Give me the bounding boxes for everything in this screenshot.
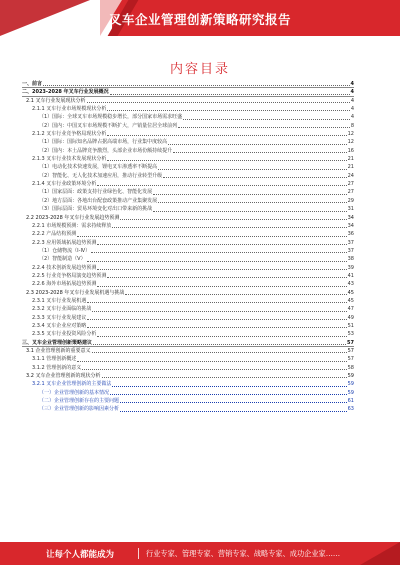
- toc-entry-page: 47: [347, 306, 354, 313]
- toc-entry-page: 57: [347, 356, 354, 363]
- toc-entry[interactable]: [22, 264, 354, 272]
- toc-entry[interactable]: [22, 280, 354, 288]
- toc-entry-page: 12: [347, 131, 354, 138]
- toc-entry-page: 59: [347, 389, 354, 396]
- toc-entry-page: 37: [347, 247, 354, 254]
- toc-entry-page: 51: [347, 322, 354, 329]
- toc-entry[interactable]: [22, 314, 354, 322]
- toc-leader-dots: [125, 294, 346, 295]
- toc-entry[interactable]: [22, 355, 354, 363]
- toc-entry[interactable]: [22, 113, 354, 121]
- table-of-contents: [22, 80, 354, 414]
- toc-entry[interactable]: [22, 188, 354, 196]
- toc-entry[interactable]: [22, 272, 354, 280]
- toc-leader-dots: [107, 110, 349, 111]
- toc-entry-title: 2.3.1 叉车行业发展机遇: [32, 297, 87, 304]
- toc-leader-dots: [178, 127, 350, 128]
- toc-leader-dots: [163, 177, 346, 178]
- toc-entry-title: （1）国际：国际知名品牌占据高端市场，行业集中度较高: [39, 139, 168, 146]
- toc-entry-title: （1）国家层面：政策支持行业绿色化、智能化发展: [39, 189, 153, 196]
- toc-entry[interactable]: [22, 347, 354, 355]
- toc-entry-page: 29: [347, 197, 354, 204]
- toc-entry-page: 53: [347, 331, 354, 338]
- toc-entry[interactable]: [22, 163, 354, 171]
- toc-leader-dots: [97, 244, 346, 245]
- toc-entry-title: 3.1 企业管理创新的重要意义: [26, 348, 91, 354]
- toc-entry-page: 21: [347, 156, 354, 163]
- toc-entry-page: 4: [350, 97, 354, 104]
- toc-entry-title: 2.2.3 应用领域拓展趋势预测: [32, 239, 97, 246]
- toc-entry-title: 2.3.2 叉车行业面临的挑战: [32, 306, 92, 313]
- toc-entry[interactable]: [22, 322, 354, 330]
- toc-entry[interactable]: [22, 255, 354, 263]
- toc-entry[interactable]: [22, 180, 354, 188]
- toc-entry-title: 2.2.1 市场规模预测：需求持续释放: [32, 222, 112, 229]
- toc-entry[interactable]: [22, 88, 354, 96]
- toc-entry-title: 3.1.2 管理创新的意义: [32, 364, 82, 371]
- toc-leader-dots: [97, 185, 346, 186]
- toc-entry-title: 2.2 2023-2028 年叉车行业发展趋势预测: [26, 214, 120, 221]
- toc-leader-dots: [97, 269, 346, 270]
- toc-entry-title: 2.3 2023-2028 年叉车行业发展机遇与挑战: [26, 289, 125, 296]
- toc-entry[interactable]: [22, 389, 354, 397]
- toc-entry-title: 2.3.3 叉车行业发展建议: [32, 314, 87, 321]
- toc-entry-title: 2.1.1 叉车行业市场规模现状分析: [32, 106, 107, 113]
- toc-entry-title: （2）智能制造（Ⅴ）: [39, 256, 86, 263]
- toc-leader-dots: [112, 227, 346, 228]
- toc-entry-page: 4: [350, 89, 354, 96]
- toc-entry[interactable]: [22, 330, 354, 338]
- toc-entry-title: （3）国际层面：贸易环境变化对出口带来新的挑战: [39, 206, 153, 213]
- toc-entry[interactable]: [22, 197, 354, 205]
- toc-entry-title: 2.3.5 叉车行业投资风险分析: [32, 331, 97, 338]
- toc-entry-page: 37: [347, 239, 354, 246]
- toc-entry-title: 2.2.2 产品结构预测: [32, 231, 77, 238]
- toc-entry[interactable]: [22, 138, 354, 146]
- toc-entry-title: （2）智能化、无人化技术加速应用，推动行业转型升级: [39, 172, 163, 179]
- toc-leader-dots: [120, 402, 347, 403]
- toc-entry-title: （2）国内：中国叉车市场规模不断扩大，产销量位居全球前列: [39, 122, 178, 129]
- toc-entry-title: 2.2.4 技术创新发展趋势预测: [32, 264, 97, 271]
- toc-entry-title: 2.2.5 行业竞争格局演变趋势预测: [32, 272, 107, 279]
- toc-entry[interactable]: [22, 289, 354, 297]
- toc-entry-page: 57: [347, 348, 354, 354]
- toc-leader-dots: [102, 377, 347, 378]
- toc-leader-dots: [110, 94, 350, 95]
- toc-entry[interactable]: [22, 372, 354, 380]
- toc-entry-title: （1）国际：全球叉车市场规模稳步增长，部分国家市场需求旺盛: [39, 114, 183, 121]
- toc-entry-title: 三、叉车企业管理创新策略建议: [22, 339, 93, 346]
- toc-entry-page: 12: [347, 139, 354, 146]
- toc-entry-page: 8: [350, 122, 354, 129]
- toc-leader-dots: [43, 85, 350, 86]
- toc-entry[interactable]: [22, 239, 354, 247]
- toc-entry[interactable]: [22, 364, 354, 372]
- toc-entry-title: 2.1.2 叉车行业竞争格局现状分析: [32, 131, 107, 138]
- toc-leader-dots: [110, 394, 347, 395]
- toc-leader-dots: [158, 169, 346, 170]
- toc-leader-dots: [183, 119, 350, 120]
- toc-entry-title: （1）电动化技术快速发展，锂电叉车渗透率不断提高: [39, 164, 158, 171]
- toc-entry[interactable]: [22, 247, 354, 255]
- toc-entry-page: 41: [347, 272, 354, 279]
- toc-entry[interactable]: [22, 97, 354, 105]
- toc-entry-page: 27: [347, 181, 354, 188]
- toc-leader-dots: [82, 369, 346, 370]
- toc-entry[interactable]: [22, 405, 354, 413]
- toc-entry[interactable]: [22, 214, 354, 222]
- toc-entry[interactable]: [22, 205, 354, 213]
- footer-decoration: [360, 542, 400, 565]
- toc-entry-title: （二）企业管理创新存在的主要问题: [39, 398, 120, 405]
- toc-entry[interactable]: [22, 147, 354, 155]
- toc-entry-page: 34: [347, 222, 354, 229]
- toc-leader-dots: [120, 219, 346, 220]
- toc-leader-dots: [107, 135, 346, 136]
- toc-leader-dots: [97, 286, 346, 287]
- page-header: [0, 0, 400, 36]
- toc-leader-dots: [87, 319, 346, 320]
- toc-entry-page: 4: [350, 81, 354, 87]
- toc-entry-title: 二、2023-2028 年叉车行业发展概况: [22, 89, 109, 96]
- toc-leader-dots: [112, 386, 346, 387]
- toc-leader-dots: [92, 352, 347, 353]
- toc-leader-dots: [107, 277, 346, 278]
- page-footer: [0, 542, 400, 565]
- toc-entry-page: 61: [347, 398, 354, 405]
- toc-leader-dots: [87, 261, 347, 262]
- toc-entry-title: 3.1.1 管理创新概述: [32, 356, 77, 363]
- footer-tagline: 行业专家、管理专家、营销专家、战略专家、成功企业家……: [146, 549, 341, 558]
- toc-entry-page: 27: [347, 189, 354, 196]
- toc-entry-title: 3.2.1 叉车企业管理创新的主要做法: [32, 381, 112, 388]
- toc-entry-page: 45: [347, 297, 354, 304]
- toc-entry[interactable]: [22, 130, 354, 138]
- toc-entry-title: （2）国内：本土品牌竞争激烈，头部企业市场份额持续提升: [39, 147, 173, 154]
- toc-entry-title: 一、前言: [22, 81, 43, 87]
- toc-entry[interactable]: [22, 105, 354, 113]
- toc-leader-dots: [153, 211, 346, 212]
- toc-entry-page: 38: [347, 256, 354, 263]
- toc-entry-title: 2.1 叉车行业发展现状分析: [26, 97, 86, 104]
- toc-entry-title: （1）仓储物流（Ⅰ-Ⅳ）: [39, 247, 91, 254]
- toc-leader-dots: [93, 344, 346, 345]
- toc-entry[interactable]: [22, 339, 354, 347]
- toc-entry-title: 3.2 叉车企业管理创新的现状分析: [26, 373, 101, 380]
- toc-entry-page: 45: [347, 289, 354, 296]
- toc-leader-dots: [91, 252, 347, 253]
- toc-entry[interactable]: [22, 80, 354, 88]
- toc-entry[interactable]: [22, 230, 354, 238]
- toc-entry-page: 59: [347, 373, 354, 380]
- toc-entry[interactable]: [22, 222, 354, 230]
- toc-entry[interactable]: [22, 380, 354, 388]
- report-title: 叉车企业管理创新策略研究报告: [108, 12, 291, 27]
- toc-entry-page: 31: [347, 206, 354, 213]
- toc-entry-page: 34: [347, 214, 354, 221]
- toc-entry-page: 57: [347, 339, 354, 346]
- toc-leader-dots: [158, 202, 346, 203]
- toc-entry-title: 2.2.6 海外市场拓展趋势预测: [32, 281, 97, 288]
- toc-entry-page: 21: [347, 164, 354, 171]
- toc-entry[interactable]: [22, 297, 354, 305]
- toc-leader-dots: [153, 194, 346, 195]
- toc-leader-dots: [77, 236, 346, 237]
- footer-slogan: 让每个人都能成为: [46, 550, 115, 560]
- toc-leader-dots: [168, 144, 346, 145]
- toc-entry-page: 24: [347, 172, 354, 179]
- toc-entry-page: 58: [347, 364, 354, 371]
- toc-leader-dots: [92, 311, 346, 312]
- toc-entry-page: 63: [347, 406, 354, 413]
- footer-divider: [138, 548, 139, 559]
- toc-leader-dots: [87, 102, 350, 103]
- toc-entry-page: 4: [350, 106, 354, 113]
- toc-entry-title: （2）地方层面：各地出台配套政策推动产业集聚发展: [39, 197, 158, 204]
- toc-entry[interactable]: [22, 122, 354, 130]
- toc-entry-title: （三）企业管理创新的影响因素分析: [39, 406, 120, 413]
- toc-entry[interactable]: [22, 172, 354, 180]
- toc-entry-title: 2.3.4 叉车企业应对策略: [32, 322, 87, 329]
- toc-leader-dots: [87, 327, 346, 328]
- toc-leader-dots: [120, 411, 347, 412]
- toc-entry-page: 39: [347, 264, 354, 271]
- toc-entry-title: （一）企业管理创新的基本情况: [39, 389, 110, 396]
- toc-entry-page: 43: [347, 281, 354, 288]
- toc-leader-dots: [97, 336, 346, 337]
- toc-entry-page: 59: [347, 381, 354, 388]
- toc-leader-dots: [87, 302, 346, 303]
- toc-entry[interactable]: [22, 305, 354, 313]
- toc-entry-title: 2.1.4 叉车行业政策环境分析: [32, 181, 97, 188]
- toc-leader-dots: [107, 160, 346, 161]
- toc-entry-page: 4: [350, 114, 354, 121]
- toc-leader-dots: [173, 152, 346, 153]
- toc-leader-dots: [77, 361, 346, 362]
- toc-entry-page: 49: [347, 314, 354, 321]
- toc-entry-page: 16: [347, 147, 354, 154]
- toc-entry-page: 36: [347, 231, 354, 238]
- toc-heading: 内容目录: [169, 62, 230, 77]
- toc-entry[interactable]: [22, 397, 354, 405]
- toc-entry-title: 2.1.3 叉车行业技术发展现状分析: [32, 156, 107, 163]
- toc-entry[interactable]: [22, 155, 354, 163]
